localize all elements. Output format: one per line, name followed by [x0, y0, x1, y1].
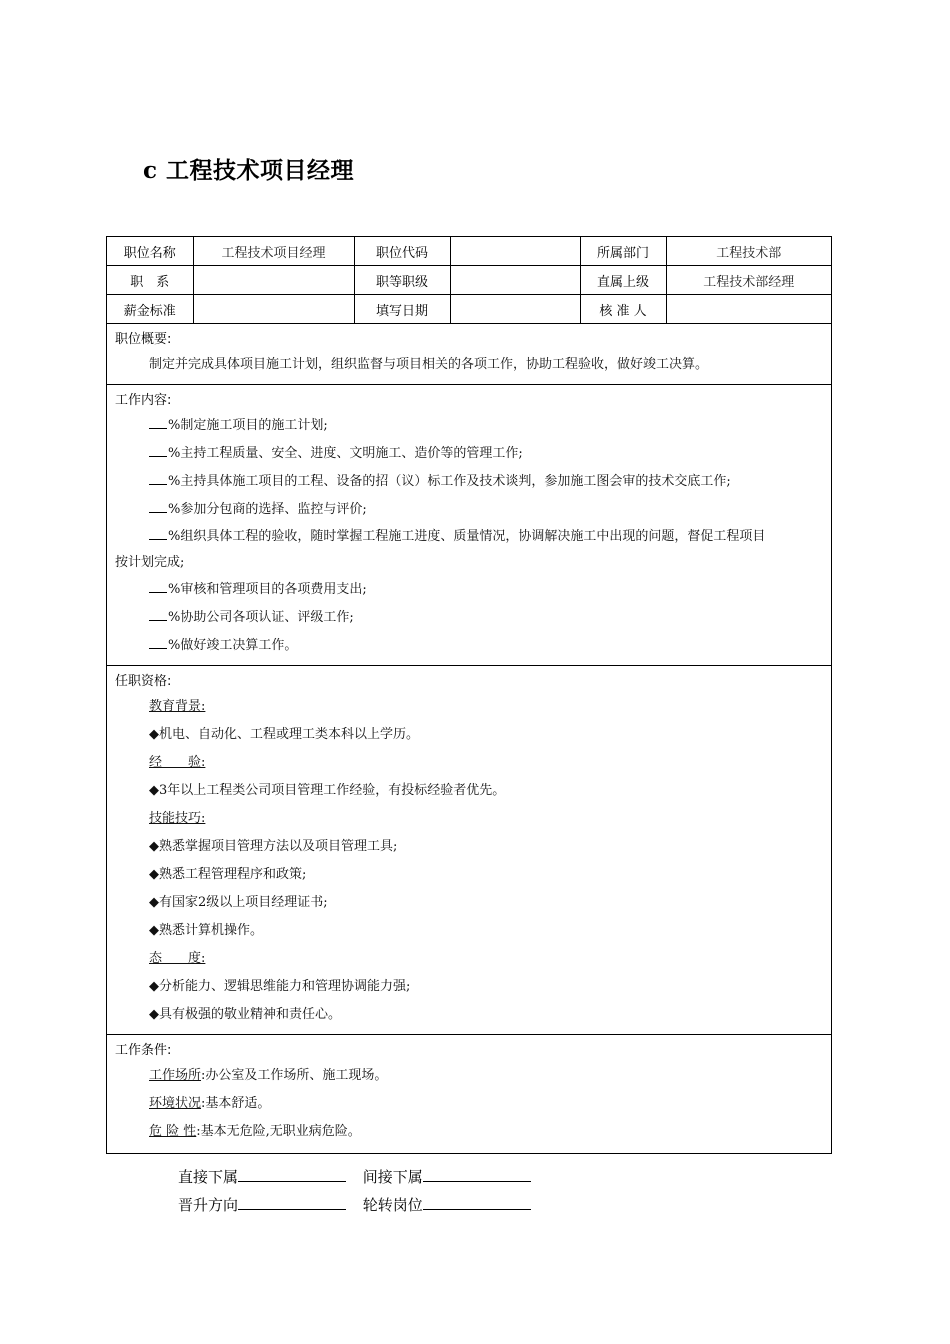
skill-item: ◆熟悉掌握项目管理方法以及项目管理工具; [149, 839, 398, 854]
label-grade: 职等职级 [354, 266, 450, 295]
value-grade[interactable] [450, 266, 580, 295]
percent-blank[interactable] [149, 414, 167, 429]
value-position-code[interactable] [450, 237, 580, 266]
qualifications-heading: 任职资格: [115, 674, 172, 689]
value-position-name[interactable]: 工程技术项目经理 [193, 237, 354, 266]
education-item: ◆机电、自动化、工程或理工类本科以上学历。 [149, 727, 419, 742]
job-description-form [106, 236, 832, 1154]
label-fill-date: 填写日期 [354, 295, 450, 324]
duty-item: %主持具体施工项目的工程、设备的招（议）标工作及技术谈判，参加施工图会审的技术交底工作; [115, 468, 823, 496]
value-salary[interactable] [193, 295, 354, 324]
rotation-field[interactable] [423, 1195, 531, 1210]
percent-blank[interactable] [149, 634, 167, 649]
experience-label: 经 验: [149, 755, 206, 770]
skill-item: ◆熟悉工程管理程序和政策; [149, 867, 307, 882]
duties-heading: 工作内容: [115, 393, 172, 408]
header-row-1 [107, 237, 831, 266]
duty-item: %制定施工项目的施工计划; [115, 412, 823, 440]
direct-reports-label: 直接下属 [178, 1168, 239, 1186]
header-row-3 [107, 295, 831, 324]
condition-place: 工作场所:办公室及工作场所、施工现场。 [149, 1068, 388, 1083]
duty-item: %审核和管理项目的各项费用支出; [115, 576, 823, 604]
conditions-heading: 工作条件: [115, 1043, 172, 1058]
summary-text: 制定并完成具体项目施工计划，组织监督与项目相关的各项工作，协助工程验收，做好竣工决算。 [149, 357, 709, 372]
skill-item: ◆有国家2级以上项目经理证书; [149, 895, 328, 910]
duty-item: %组织具体工程的验收，随时掌握工程施工进度、质量情况，协调解决施工中出现的问题，督促工程项目 按计划完成; [115, 524, 823, 576]
duties-section [107, 385, 831, 666]
skills-label: 技能技巧: [149, 811, 206, 826]
duty-item: %协助公司各项认证、评级工作; [115, 604, 823, 632]
qualifications-section [107, 666, 831, 1035]
label-position-code: 职位代码 [354, 237, 450, 266]
percent-blank[interactable] [149, 525, 167, 540]
value-supervisor[interactable]: 工程技术部经理 [666, 266, 831, 295]
experience-item: ◆3年以上工程类公司项目管理工作经验，有投标经验者优先。 [149, 783, 506, 798]
percent-blank[interactable] [149, 470, 167, 485]
indirect-reports-field[interactable] [423, 1167, 531, 1182]
summary-heading: 职位概要: [115, 332, 172, 347]
footer-row-1 [178, 1166, 543, 1187]
duty-item: %参加分包商的选择、监控与评价; [115, 496, 823, 524]
skill-item: ◆熟悉计算机操作。 [149, 923, 263, 938]
page-title: c 工程技术项目经理 [143, 157, 355, 184]
header-table [107, 237, 831, 324]
label-approver: 核 准 人 [580, 295, 666, 324]
indirect-reports-label: 间接下属 [362, 1168, 423, 1186]
duty-item: %主持工程质量、安全、进度、文明施工、造价等的管理工作; [115, 440, 823, 468]
promotion-label: 晋升方向 [178, 1196, 239, 1214]
attitude-item: ◆分析能力、逻辑思维能力和管理协调能力强; [149, 979, 411, 994]
rotation-label: 轮转岗位 [362, 1196, 423, 1214]
attitude-label: 态 度: [149, 951, 206, 966]
label-salary: 薪金标准 [107, 295, 193, 324]
education-label: 教育背景: [149, 699, 206, 714]
condition-environment: 环境状况:基本舒适。 [149, 1096, 271, 1111]
percent-blank[interactable] [149, 578, 167, 593]
header-row-2 [107, 266, 831, 295]
label-position-name: 职位名称 [107, 237, 193, 266]
value-approver[interactable] [666, 295, 831, 324]
percent-blank[interactable] [149, 498, 167, 513]
value-fill-date[interactable] [450, 295, 580, 324]
percent-blank[interactable] [149, 442, 167, 457]
percent-blank[interactable] [149, 606, 167, 621]
label-job-family: 职 系 [107, 266, 193, 295]
condition-risk: 危 险 性:基本无危险,无职业病危险。 [149, 1124, 361, 1139]
value-department[interactable]: 工程技术部 [666, 237, 831, 266]
promotion-field[interactable] [238, 1195, 346, 1210]
conditions-section [107, 1035, 831, 1153]
duty-item: %做好竣工决算工作。 [115, 632, 823, 660]
attitude-item: ◆具有极强的敬业精神和责任心。 [149, 1007, 341, 1022]
label-supervisor: 直属上级 [580, 266, 666, 295]
label-department: 所属部门 [580, 237, 666, 266]
direct-reports-field[interactable] [238, 1167, 346, 1182]
summary-section [107, 324, 831, 385]
value-job-family[interactable] [193, 266, 354, 295]
footer-row-2 [178, 1194, 543, 1215]
